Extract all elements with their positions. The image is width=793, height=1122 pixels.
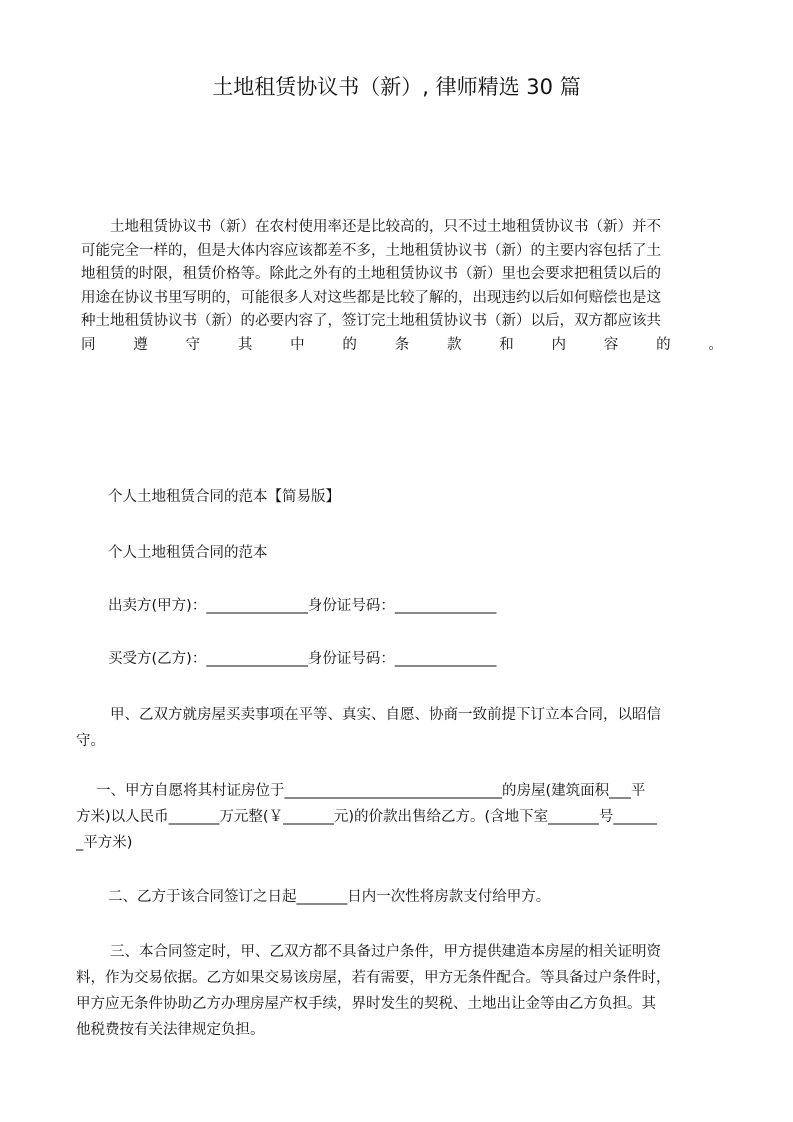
section-heading: 个人土地租赁合同的范本【简易版】 (108, 489, 340, 505)
clause-1 (76, 778, 731, 856)
clause-1-line: 方米)以人民币_______万元整(￥_______元)的价款出售给乙方。(含地下室_______号______ (76, 809, 657, 825)
intro-last-char: 条 (394, 336, 410, 353)
clause-3-line: 料，作为交易依据。乙方如果交易该房屋，若有需要，甲方无条件配合。等具备过户条件时， (76, 970, 671, 986)
seller-line: 出卖方(甲方)：______________身份证号码：______________ (108, 598, 497, 614)
intro-line: 种土地租赁协议书（新）的必要内容了，签订完土地租赁协议书（新）以后，双方都应该共 (81, 313, 661, 329)
intro-last-line (81, 334, 731, 358)
clause-3-line: 甲方应无条件协助乙方办理房屋产权手续，界时发生的契税、土地出让金等由乙方负担。其 (76, 996, 656, 1012)
intro-last-char: 。 (708, 336, 723, 353)
intro-last-char: 和 (499, 336, 514, 353)
intro-last-char: 的 (656, 336, 671, 353)
intro-last-char: 其 (237, 336, 253, 353)
intro-line: 用途在协议书里写明的，可能很多人对这些都是比较了解的，出现违约以后如何赔偿也是这 (81, 289, 661, 306)
intro-line: 可能完全一样的，但是大体内容应该都差不多，土地租赁协议书（新）的主要内容包括了土 (81, 242, 661, 259)
sub-heading: 个人土地租赁合同的范本 (108, 545, 268, 561)
intro-last-char: 款 (446, 336, 462, 353)
intro-last-char: 的 (342, 336, 357, 353)
preamble-line: 甲、乙双方就房屋买卖事项在平等、真实、自愿、协商一致前提下订立本合同，以昭信 (110, 707, 661, 723)
intro-last-char: 遵 (133, 336, 148, 353)
intro-last-char: 中 (290, 336, 305, 353)
clause-1-line: _平方米) (76, 835, 133, 851)
intro-last-char: 同 (81, 336, 96, 353)
clause-3 (76, 939, 731, 1043)
clause-3-line: 他税费按有关法律规定负担。 (76, 1022, 265, 1038)
intro-last-char: 容 (603, 336, 619, 353)
intro-line: 地租赁的时限，租赁价格等。除此之外有的土地租赁协议书（新）里也会要求把租赁以后的 (81, 266, 661, 282)
clause-3-line: 三、本合同签定时，甲、乙双方都不具备过户条件，甲方提供建造本房屋的相关证明资 (110, 944, 661, 960)
clause-2: 二、乙方于该合同签订之日起_______日内一次性将房款支付给甲方。 (108, 889, 551, 905)
clause-1-line: 一、甲方自愿将其村证房位于______________________________的房屋(建筑面积___平 (96, 783, 646, 799)
intro-last-char: 守 (185, 336, 201, 353)
preamble-paragraph (76, 702, 731, 754)
intro-last-char: 内 (551, 336, 567, 353)
buyer-line: 买受方(乙方)：______________身份证号码：______________ (108, 651, 497, 667)
document-title: 土地租赁协议书（新）, 律师精选 30 篇 (212, 75, 581, 99)
preamble-line: 守。 (76, 733, 105, 749)
intro-paragraph (81, 216, 731, 357)
intro-line: 土地租赁协议书（新）在农村使用率还是比较高的，只不过土地租赁协议书（新）并不 (110, 219, 661, 235)
